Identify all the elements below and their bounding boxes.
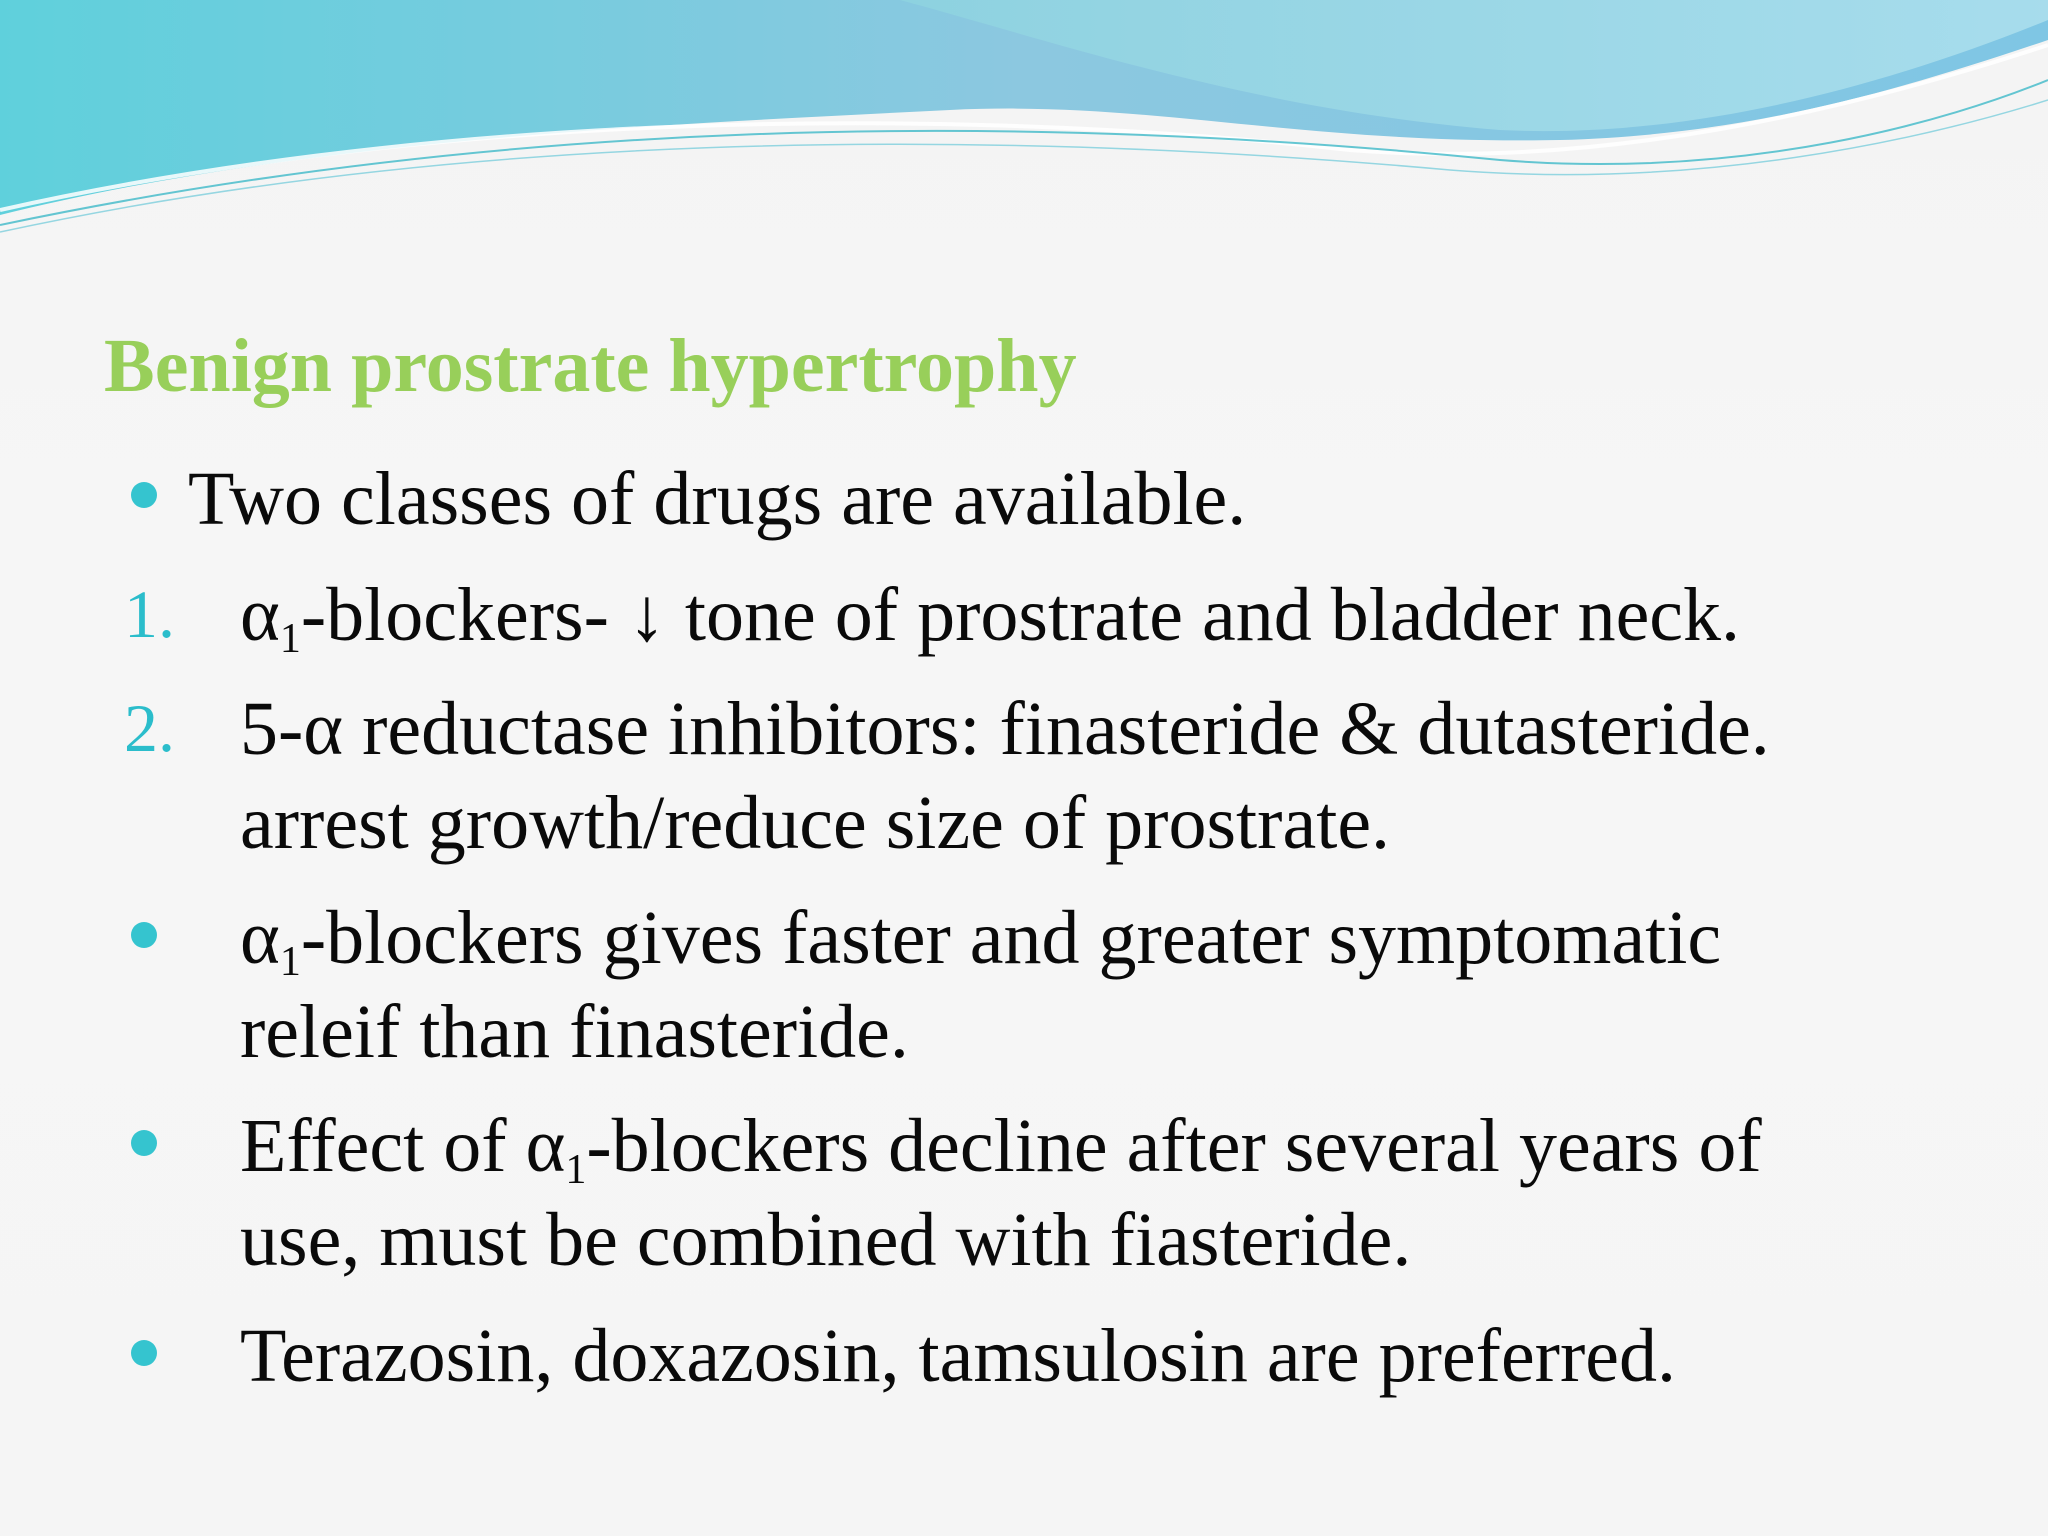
subscript: 1 <box>279 616 301 662</box>
wave-header-decoration <box>0 0 2048 240</box>
alpha-symbol: α <box>240 573 280 657</box>
alpha-symbol: α <box>240 896 280 980</box>
subscript: 1 <box>565 1147 587 1193</box>
bullet-1-line1 <box>240 896 1722 985</box>
slide-title: Benign prostrate hypertrophy <box>104 324 1077 408</box>
numbered-item-2-line1: 5-α reductase inhibitors: finasteride & dutasteride. <box>240 687 1770 771</box>
item-text: -blockers- ↓ tone of prostrate and bladder neck. <box>300 573 1741 657</box>
number-label: 1. <box>124 576 175 652</box>
intro-text: Two classes of drugs are available. <box>188 457 1247 541</box>
item-text: -blockers gives faster and greater symptomatic <box>300 896 1722 980</box>
item-text: -blockers decline after several years of <box>586 1104 1762 1188</box>
numbered-item-1 <box>240 573 1741 662</box>
bullet-icon <box>131 922 157 948</box>
bullet-3-line1: Terazosin, doxazosin, tamsulosin are preferred. <box>240 1314 1677 1398</box>
numbered-item-2-line2: arrest growth/reduce size of prostrate. <box>240 781 1391 865</box>
item-text: Effect of α <box>240 1104 566 1188</box>
subscript: 1 <box>279 939 301 985</box>
bullet-icon <box>131 1340 157 1366</box>
bullet-2-line2: use, must be combined with fiasteride. <box>240 1198 1412 1282</box>
bullet-2-line1 <box>240 1104 1762 1193</box>
bullet-icon <box>131 1130 157 1156</box>
bullet-1-line2: releif than finasteride. <box>240 990 909 1074</box>
bullet-icon <box>131 482 157 508</box>
number-label: 2. <box>124 690 175 766</box>
